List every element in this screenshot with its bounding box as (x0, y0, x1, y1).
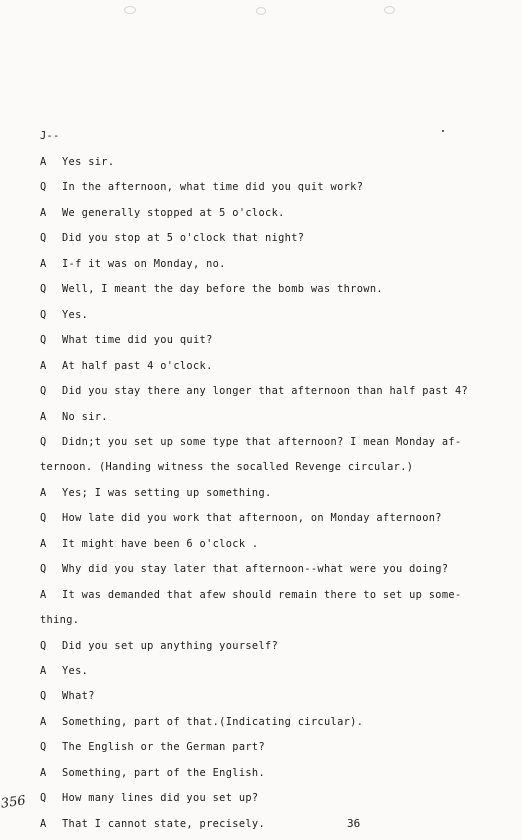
speaker-label: Q (40, 563, 47, 575)
speaker-label: Q (40, 640, 47, 652)
testimony-line (0, 305, 522, 325)
testimony-line (0, 279, 522, 299)
testimony-line (0, 152, 522, 172)
testimony-line (0, 585, 522, 605)
page-number: 36 (347, 817, 361, 830)
speaker-label: A (40, 411, 47, 423)
testimony-line (0, 686, 522, 706)
testimony-line (0, 330, 522, 350)
testimony-line (0, 712, 522, 732)
line-text: Didn;t you set up some type that afternoon? I mean Monday af- (62, 436, 462, 448)
speaker-label: A (40, 818, 47, 830)
line-text: At half past 4 o'clock. (62, 360, 213, 372)
testimony-line (0, 508, 522, 528)
line-text: Something, part of the English. (62, 767, 266, 779)
speaker-label: A (40, 767, 47, 779)
speaker-label: Q (40, 436, 47, 448)
testimony-line (0, 763, 522, 783)
speaker-label: Q (40, 690, 47, 702)
testimony-line (0, 177, 522, 197)
line-text: I-f it was on Monday, no. (62, 258, 226, 270)
testimony-line (0, 610, 522, 630)
line-text: ternoon. (Handing witness the socalled Revenge circular.) (40, 461, 414, 473)
line-text: Something, part of that.(Indicating circular). (62, 716, 364, 728)
speaker-label: A (40, 665, 47, 677)
speaker-label: A (40, 487, 47, 499)
testimony-line (0, 407, 522, 427)
binding-hole-mark (256, 7, 266, 15)
speaker-label: A (40, 207, 47, 219)
line-text: thing. (40, 614, 80, 626)
line-text: Yes sir. (62, 156, 115, 168)
testimony-line (0, 254, 522, 274)
line-text: How many lines did you set up? (62, 792, 259, 804)
testimony-line (0, 457, 522, 477)
testimony-line (0, 228, 522, 248)
testimony-line (0, 483, 522, 503)
line-text: Did you stop at 5 o'clock that night? (62, 232, 305, 244)
ink-speck (442, 130, 444, 132)
line-text: Well, I meant the day before the bomb was thrown. (62, 283, 383, 295)
testimony-line (0, 559, 522, 579)
speaker-label: A (40, 538, 47, 550)
testimony-line (0, 432, 522, 452)
line-text: No sir. (62, 411, 108, 423)
line-text: What time did you quit? (62, 334, 213, 346)
handwritten-margin-number: 356 (0, 793, 27, 812)
speaker-label: A (40, 156, 47, 168)
speaker-label: Q (40, 512, 47, 524)
line-text: Yes; I was setting up something. (62, 487, 272, 499)
line-text: It might have been 6 o'clock . (62, 538, 259, 550)
testimony-line (0, 661, 522, 681)
speaker-label: Q (40, 792, 47, 804)
line-text: Why did you stay later that afternoon--what were you doing? (62, 563, 449, 575)
testimony-line (0, 636, 522, 656)
line-text: Yes. (62, 309, 89, 321)
testimony-line (0, 534, 522, 554)
speaker-label: Q (40, 385, 47, 397)
line-text: That I cannot state, precisely. (62, 818, 266, 830)
testimony-line (0, 814, 522, 834)
speaker-label: Q (40, 334, 47, 346)
line-text: The English or the German part? (62, 741, 266, 753)
speaker-label: A (40, 258, 47, 270)
speaker-label: Q (40, 181, 47, 193)
testimony-line (0, 788, 522, 808)
line-text: How late did you work that afternoon, on Monday afternoon? (62, 512, 442, 524)
testimony-line (0, 381, 522, 401)
line-text: Did you set up anything yourself? (62, 640, 279, 652)
line-text: We generally stopped at 5 o'clock. (62, 207, 285, 219)
speaker-label: Q (40, 309, 47, 321)
line-text: What? (62, 690, 95, 702)
binding-hole-mark (124, 6, 136, 14)
speaker-label: A (40, 716, 47, 728)
line-text: Did you stay there any longer that afternoon than half past 4? (62, 385, 469, 397)
speaker-label: Q (40, 232, 47, 244)
line-text: Yes. (62, 665, 89, 677)
section-mark: J-- (40, 130, 60, 142)
line-text: It was demanded that afew should remain there to set up some- (62, 589, 462, 601)
speaker-label: Q (40, 283, 47, 295)
testimony-line (0, 203, 522, 223)
speaker-label: Q (40, 741, 47, 753)
binding-hole-mark (384, 6, 395, 14)
speaker-label: A (40, 360, 47, 372)
line-text: In the afternoon, what time did you quit work? (62, 181, 364, 193)
speaker-label: A (40, 589, 47, 601)
testimony-line (0, 356, 522, 376)
testimony-line (0, 737, 522, 757)
